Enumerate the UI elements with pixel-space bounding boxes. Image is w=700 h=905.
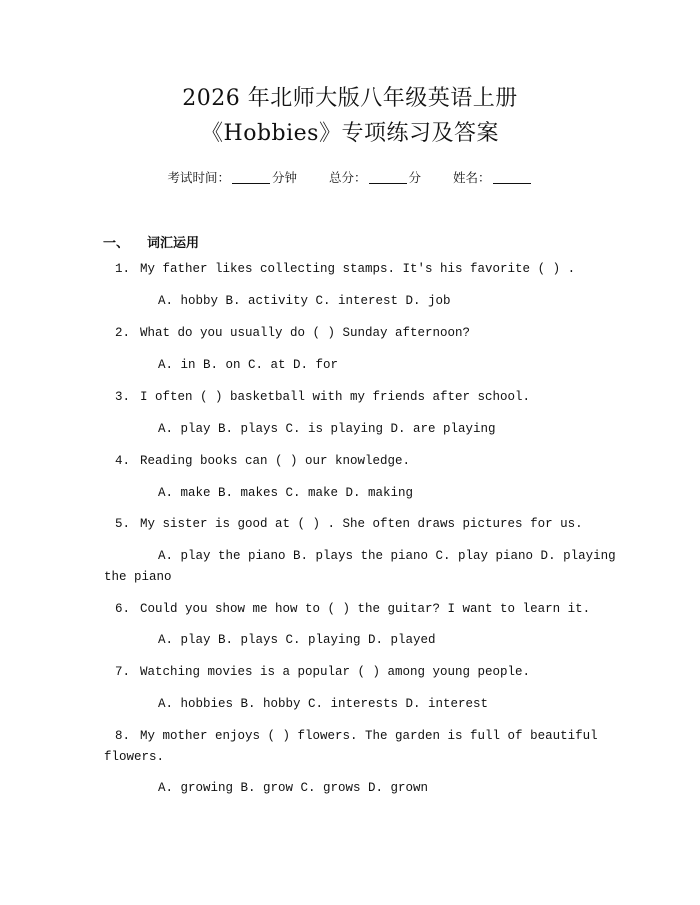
question-text: Reading books can ( ) our knowledge. [140, 454, 411, 468]
exam-name [453, 170, 533, 185]
title-line-1: 2026 年北师大版八年级英语上册 [182, 86, 518, 111]
question-text: My father likes collecting stamps. It's his favorite ( ) . [140, 262, 576, 276]
question-1 [104, 263, 575, 276]
question-6 [104, 603, 590, 616]
time-unit: 分钟 [271, 170, 297, 185]
question-4-options: A. make B. makes C. make D. making [158, 486, 414, 500]
exam-meta [0, 168, 700, 186]
question-5 [104, 518, 583, 531]
score-unit: 分 [408, 170, 422, 185]
question-text: My mother enjoys ( ) flowers. The garden is full of beautiful [140, 729, 598, 743]
section-number: 一、 [103, 236, 130, 251]
question-number: 4. [114, 454, 130, 468]
question-3 [104, 391, 530, 404]
question-text: Watching movies is a popular ( ) among young people. [140, 665, 531, 679]
question-text: What do you usually do ( ) Sunday afternoon? [140, 326, 471, 340]
question-7 [104, 666, 530, 679]
question-number: 3. [114, 390, 130, 404]
question-number: 5. [114, 517, 130, 531]
time-label: 考试时间： [167, 170, 230, 185]
question-number: 8. [114, 729, 130, 743]
score-blank[interactable] [369, 183, 407, 184]
title-line-2: 《Hobbies》专项练习及答案 [201, 121, 499, 146]
question-2 [104, 327, 470, 340]
question-2-options: A. in B. on C. at D. for [158, 358, 339, 372]
question-number: 1. [114, 262, 130, 276]
section-heading [103, 232, 199, 251]
question-number: 6. [114, 602, 130, 616]
name-label: 姓名： [453, 170, 491, 185]
question-4 [104, 455, 410, 468]
question-7-options: A. hobbies B. hobby C. interests D. interest [158, 697, 489, 711]
question-5-options: A. play the piano B. plays the piano C. play piano D. playing [158, 549, 616, 563]
question-6-options: A. play B. plays C. playing D. played [158, 633, 436, 647]
question-number: 2. [114, 326, 130, 340]
question-8-text-wrap: flowers. [104, 750, 165, 764]
question-8-options: A. growing B. grow C. grows D. grown [158, 781, 429, 795]
exam-time [167, 170, 301, 185]
question-1-options: A. hobby B. activity C. interest D. job [158, 294, 451, 308]
question-5-options-wrap: the piano [104, 570, 172, 584]
time-blank[interactable] [232, 183, 270, 184]
name-blank[interactable] [493, 183, 531, 184]
question-text: My sister is good at ( ) . She often draws pictures for us. [140, 517, 583, 531]
score-label: 总分： [328, 170, 367, 185]
section-title: 词汇运用 [147, 236, 200, 251]
question-text: Could you show me how to ( ) the guitar? I want to learn it. [140, 602, 591, 616]
question-3-options: A. play B. plays C. is playing D. are playing [158, 422, 496, 436]
question-number: 7. [114, 665, 130, 679]
exam-score [329, 170, 425, 185]
question-8 [104, 730, 598, 743]
question-text: I often ( ) basketball with my friends after school. [140, 390, 531, 404]
